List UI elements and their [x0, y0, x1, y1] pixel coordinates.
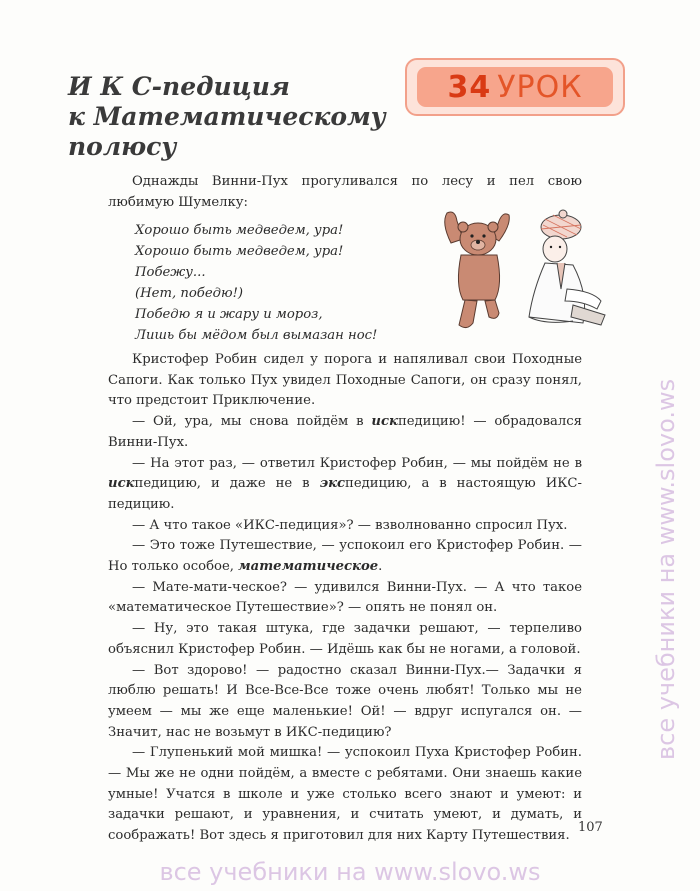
title-line-3: полюсу: [68, 132, 177, 161]
story-paragraph: — Это тоже Путешествие, — успокоил его Кристофер Робин. — Но только особое, математическое.: [108, 538, 582, 575]
story-paragraph: Кристофер Робин сидел у порога и напяливал свои Походные Сапоги. Как только Пух увидел Походные Сапоги, он сразу понял, что предстоит Приключение.: [108, 352, 582, 409]
poem-line: Лишь бы мёдом был вымазан нос!: [135, 328, 378, 343]
poem-line: (Нет, победю!): [135, 286, 244, 301]
emphasis: иск: [371, 414, 398, 430]
poem-line: Победю я и жару и мороз,: [135, 307, 323, 322]
story-paragraph: — Ну, это такая штука, где задачки решают, — терпеливо объяснил Кристофер Робин. — Идёшь как бы не ногами, а головой.: [108, 621, 582, 657]
story-paragraph: — Глупенький мой мишка! — успокоил Пуха Кристофер Робин. — Мы же не одни пойдём, а вместе с ребятами. Они знаешь какие умные! Учатся в школе и уже столько всего знают и умеют: и задачки решают, и уравнения, и считать умеют, и думать, и соображать! Вот здесь я приготовил для них Карту Путешествия.: [108, 745, 582, 844]
story-body: [108, 350, 582, 847]
page-number: 107: [578, 820, 603, 835]
story-paragraph: — Вот здорово! — радостно сказал Винни-Пух.— Задачки я люблю решать! И Все-Все-Все тоже очень любят! Только мы не умеем — мы же еще маленькие! Ой! — вдруг испугался он. — Значит, нас не возьмут в ИКС-педицию?: [108, 662, 582, 740]
lesson-word: УРОК: [497, 69, 583, 105]
story-paragraph: — Мате-мати-ческое? — удивился Винни-Пух. — А что такое «математическое Путешествие»? — опять не понял он.: [108, 579, 582, 616]
title-line-1: И К С-педиция: [68, 72, 290, 101]
emphasis: иск: [108, 476, 135, 492]
poem-line: Хорошо быть медведем, ура!: [135, 223, 344, 238]
intro-paragraph: Однажды Винни-Пух прогуливался по лесу и пел свою любимую Шумелку:: [108, 174, 582, 210]
lesson-title: [68, 72, 408, 162]
lesson-badge: [405, 58, 625, 116]
bear-and-boy-illustration: [433, 205, 613, 335]
bear-figure: [445, 212, 510, 328]
emphasis: экс: [319, 476, 346, 492]
poem-line: Хорошо быть медведем, ура!: [135, 244, 344, 259]
watermark-bottom: все учебники на www.slovo.ws: [159, 858, 541, 886]
title-line-2: к Математическому: [68, 102, 386, 131]
story-paragraph: — На этот раз, — ответил Кристофер Робин, — мы пойдём не в искпедицию, и даже не в экспедицию, а в настоящую ИКС-педицию.: [108, 455, 582, 512]
poem-line: Побежу...: [135, 265, 206, 280]
story-paragraph: — Ой, ура, мы снова пойдём в искпедицию! — обрадовался Винни-Пух.: [108, 414, 582, 450]
poem: [135, 220, 415, 346]
emphasis: математическое: [238, 559, 379, 575]
boy-figure: [529, 210, 605, 325]
story-paragraph: — А что такое «ИКС-педиция»? — взволнованно спросил Пух.: [132, 517, 568, 533]
watermark-vertical: все учебники на www.slovo.ws: [652, 378, 680, 760]
lesson-number: 34: [447, 69, 492, 105]
